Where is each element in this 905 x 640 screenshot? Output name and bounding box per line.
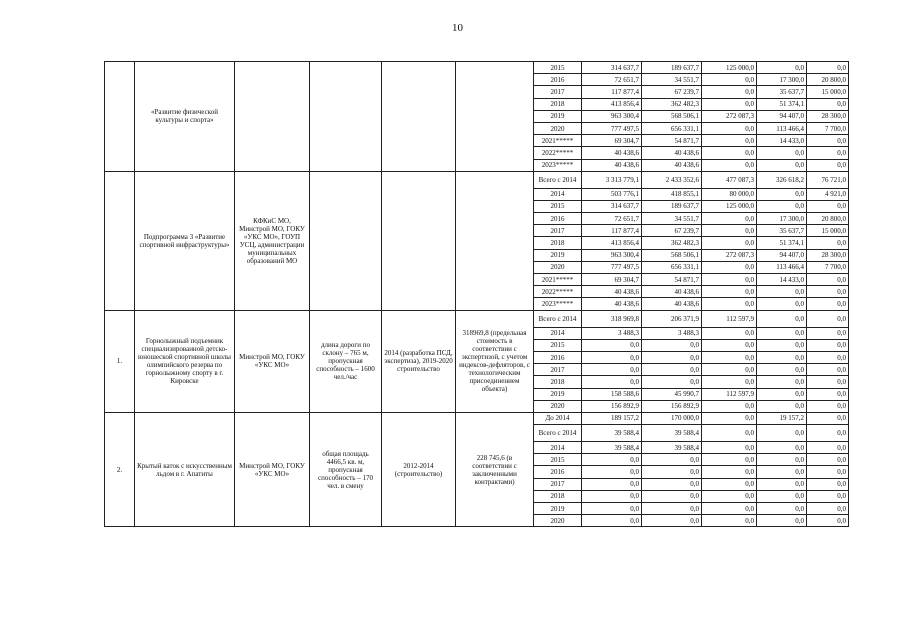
source-3-cell: 0,0 xyxy=(757,400,807,412)
table-row xyxy=(105,310,849,327)
year-cell: 2019 xyxy=(534,503,582,515)
total-cell: 3 488,3 xyxy=(582,327,642,339)
source-1-cell: 39 588,4 xyxy=(642,442,702,454)
total-cell: 40 438,6 xyxy=(582,147,642,159)
year-cell: 2014 xyxy=(534,327,582,339)
year-cell: 2022***** xyxy=(534,147,582,159)
source-3-cell: 19 157,2 xyxy=(757,412,807,424)
source-1-cell: 0,0 xyxy=(642,351,702,363)
source-3-cell: 35 637,7 xyxy=(757,86,807,98)
total-cell: 158 588,6 xyxy=(582,388,642,400)
source-3-cell: 51 374,1 xyxy=(757,237,807,249)
source-1-cell: 0,0 xyxy=(642,364,702,376)
total-cell: 0,0 xyxy=(582,351,642,363)
total-cell: 0,0 xyxy=(582,466,642,478)
source-4-cell: 7 700,0 xyxy=(807,122,849,134)
source-4-cell: 0,0 xyxy=(807,454,849,466)
source-3-cell: 14 433,0 xyxy=(757,274,807,286)
year-cell: 2016 xyxy=(534,74,582,86)
total-cell: 69 304,7 xyxy=(582,274,642,286)
total-cell: 40 438,6 xyxy=(582,298,642,310)
source-2-cell: 0,0 xyxy=(702,237,757,249)
source-2-cell: 0,0 xyxy=(702,147,757,159)
source-2-cell: 0,0 xyxy=(702,376,757,388)
year-cell: 2014 xyxy=(534,188,582,200)
source-1-cell: 45 990,7 xyxy=(642,388,702,400)
source-2-cell: 0,0 xyxy=(702,274,757,286)
source-3-cell: 0,0 xyxy=(757,298,807,310)
source-2-cell: 0,0 xyxy=(702,86,757,98)
source-4-cell: 0,0 xyxy=(807,503,849,515)
total-cell: 0,0 xyxy=(582,454,642,466)
year-cell: 2015 xyxy=(534,454,582,466)
implementation-period: 2014 (разработка ПСД, экспертиза), 2019-2020 строительство xyxy=(382,310,456,412)
source-3-cell: 0,0 xyxy=(757,376,807,388)
year-cell: 2019 xyxy=(534,388,582,400)
source-4-cell: 4 921,0 xyxy=(807,188,849,200)
source-4-cell: 0,0 xyxy=(807,351,849,363)
source-3-cell: 0,0 xyxy=(757,310,807,327)
source-4-cell: 76 721,0 xyxy=(807,171,849,188)
capacity-parameters: общая площадь 4466,5 кв. м, пропускная способность – 170 чел. в смену xyxy=(310,412,382,527)
year-cell: 2015 xyxy=(534,62,582,74)
source-2-cell: 0,0 xyxy=(702,98,757,110)
source-1-cell: 40 438,6 xyxy=(642,147,702,159)
year-cell: 2014 xyxy=(534,442,582,454)
total-cell: 963 300,4 xyxy=(582,110,642,122)
source-2-cell: 0,0 xyxy=(702,364,757,376)
item-name: Крытый каток с искусственным льдом в г. Апатиты xyxy=(135,412,235,527)
source-1-cell: 2 433 352,6 xyxy=(642,171,702,188)
source-3-cell: 0,0 xyxy=(757,364,807,376)
year-cell: 2020 xyxy=(534,122,582,134)
source-2-cell: 112 597,9 xyxy=(702,310,757,327)
source-1-cell: 568 506,1 xyxy=(642,249,702,261)
source-1-cell: 34 551,7 xyxy=(642,213,702,225)
table-row xyxy=(105,171,849,188)
page-number: 10 xyxy=(452,22,463,34)
total-cell: 777 497,5 xyxy=(582,261,642,273)
source-3-cell: 0,0 xyxy=(757,62,807,74)
total-cell: 189 157,2 xyxy=(582,412,642,424)
source-4-cell: 0,0 xyxy=(807,490,849,502)
source-4-cell: 0,0 xyxy=(807,376,849,388)
source-1-cell: 418 855,1 xyxy=(642,188,702,200)
source-1-cell: 0,0 xyxy=(642,490,702,502)
total-cell: 413 856,4 xyxy=(582,237,642,249)
year-cell: 2016 xyxy=(534,351,582,363)
source-3-cell: 17 300,0 xyxy=(757,213,807,225)
source-1-cell: 0,0 xyxy=(642,503,702,515)
total-cell: 69 304,7 xyxy=(582,135,642,147)
year-cell: 2018 xyxy=(534,376,582,388)
year-cell: Всего с 2014 xyxy=(534,171,582,188)
source-1-cell: 40 438,6 xyxy=(642,286,702,298)
total-cell: 40 438,6 xyxy=(582,159,642,171)
source-4-cell: 28 300,0 xyxy=(807,110,849,122)
item-name: «Развитие физической культуры и спорта» xyxy=(135,62,235,172)
source-4-cell: 15 000,0 xyxy=(807,225,849,237)
total-cell: 314 637,7 xyxy=(582,200,642,212)
year-cell: 2017 xyxy=(534,225,582,237)
total-cell: 0,0 xyxy=(582,364,642,376)
source-1-cell: 189 637,7 xyxy=(642,200,702,212)
source-2-cell: 272 087,3 xyxy=(702,110,757,122)
year-cell: 2018 xyxy=(534,98,582,110)
source-2-cell: 0,0 xyxy=(702,213,757,225)
source-3-cell: 0,0 xyxy=(757,454,807,466)
source-4-cell: 0,0 xyxy=(807,442,849,454)
source-4-cell: 0,0 xyxy=(807,159,849,171)
total-cell: 39 588,4 xyxy=(582,442,642,454)
year-cell: 2021***** xyxy=(534,274,582,286)
source-2-cell: 0,0 xyxy=(702,478,757,490)
responsible-party: Минстрой МО, ГОКУ «УКС МО» xyxy=(235,412,310,527)
source-2-cell: 0,0 xyxy=(702,454,757,466)
source-4-cell: 0,0 xyxy=(807,515,849,527)
year-cell: 2019 xyxy=(534,110,582,122)
year-cell: 2018 xyxy=(534,490,582,502)
source-4-cell: 0,0 xyxy=(807,388,849,400)
year-cell: 2015 xyxy=(534,339,582,351)
total-cell: 156 892,9 xyxy=(582,400,642,412)
source-2-cell: 0,0 xyxy=(702,490,757,502)
total-cell: 3 313 779,1 xyxy=(582,171,642,188)
source-3-cell: 51 374,1 xyxy=(757,98,807,110)
year-cell: 2018 xyxy=(534,237,582,249)
source-3-cell: 0,0 xyxy=(757,327,807,339)
year-cell: 2020 xyxy=(534,261,582,273)
item-number xyxy=(105,171,135,310)
year-cell: 2017 xyxy=(534,478,582,490)
source-1-cell: 0,0 xyxy=(642,376,702,388)
total-cell: 963 300,4 xyxy=(582,249,642,261)
source-3-cell: 0,0 xyxy=(757,388,807,400)
source-1-cell: 362 482,3 xyxy=(642,98,702,110)
total-cell: 0,0 xyxy=(582,376,642,388)
year-cell: 2022***** xyxy=(534,286,582,298)
source-1-cell: 40 438,6 xyxy=(642,159,702,171)
year-cell: 2020 xyxy=(534,515,582,527)
source-3-cell: 0,0 xyxy=(757,147,807,159)
year-cell: 2020 xyxy=(534,400,582,412)
source-3-cell: 0,0 xyxy=(757,425,807,442)
source-1-cell: 3 488,3 xyxy=(642,327,702,339)
total-cell: 318 969,8 xyxy=(582,310,642,327)
source-2-cell: 0,0 xyxy=(702,412,757,424)
budget-table xyxy=(104,61,849,527)
source-4-cell: 0,0 xyxy=(807,310,849,327)
source-2-cell: 0,0 xyxy=(702,74,757,86)
source-4-cell: 0,0 xyxy=(807,274,849,286)
source-1-cell: 206 371,9 xyxy=(642,310,702,327)
capacity-parameters xyxy=(310,62,382,172)
source-2-cell: 0,0 xyxy=(702,261,757,273)
source-2-cell: 0,0 xyxy=(702,466,757,478)
source-2-cell: 125 000,0 xyxy=(702,62,757,74)
source-2-cell: 0,0 xyxy=(702,515,757,527)
table-row xyxy=(105,62,849,74)
source-3-cell: 0,0 xyxy=(757,466,807,478)
total-cell: 117 877,4 xyxy=(582,225,642,237)
year-cell: 2016 xyxy=(534,213,582,225)
total-cell: 0,0 xyxy=(582,515,642,527)
implementation-period xyxy=(382,171,456,310)
total-cell: 39 588,4 xyxy=(582,425,642,442)
source-3-cell: 326 618,2 xyxy=(757,171,807,188)
source-4-cell: 0,0 xyxy=(807,466,849,478)
estimated-cost: 318969,8 (предельная стоимость в соответствии с экспертизой, с учетом индексов-дефляторов, с технологическим присоединением объекта) xyxy=(456,310,534,412)
item-name: Подпрограмма 3 «Развитие спортивной инфраструктуры» xyxy=(135,171,235,310)
year-cell: Всего с 2014 xyxy=(534,425,582,442)
source-1-cell: 170 000,0 xyxy=(642,412,702,424)
source-3-cell: 17 300,0 xyxy=(757,74,807,86)
source-1-cell: 189 637,7 xyxy=(642,62,702,74)
source-2-cell: 125 000,0 xyxy=(702,200,757,212)
source-1-cell: 67 239,7 xyxy=(642,225,702,237)
source-1-cell: 0,0 xyxy=(642,466,702,478)
source-2-cell: 0,0 xyxy=(702,442,757,454)
source-1-cell: 656 331,1 xyxy=(642,261,702,273)
source-4-cell: 20 800,0 xyxy=(807,213,849,225)
source-1-cell: 39 588,4 xyxy=(642,425,702,442)
source-1-cell: 40 438,6 xyxy=(642,298,702,310)
source-3-cell: 0,0 xyxy=(757,286,807,298)
source-3-cell: 0,0 xyxy=(757,442,807,454)
source-4-cell: 0,0 xyxy=(807,62,849,74)
responsible-party: КФКиС МО, Минстрой МО, ГОКУ «УКС МО», ГОУП УСЦ, администрации муниципальных образований МО xyxy=(235,171,310,310)
source-2-cell: 0,0 xyxy=(702,286,757,298)
source-4-cell: 0,0 xyxy=(807,327,849,339)
source-4-cell: 0,0 xyxy=(807,98,849,110)
source-2-cell: 0,0 xyxy=(702,339,757,351)
source-1-cell: 0,0 xyxy=(642,454,702,466)
year-cell: 2023***** xyxy=(534,159,582,171)
source-4-cell: 0,0 xyxy=(807,339,849,351)
item-name: Горнолыжный подъемник специализированной детско-юношеской спортивной школы олимпийского резерва по горнолыжному спорту в г. Кировске xyxy=(135,310,235,412)
source-4-cell: 0,0 xyxy=(807,147,849,159)
source-2-cell: 0,0 xyxy=(702,327,757,339)
source-4-cell: 20 800,0 xyxy=(807,74,849,86)
source-2-cell: 477 087,3 xyxy=(702,171,757,188)
source-1-cell: 54 871,7 xyxy=(642,274,702,286)
source-3-cell: 113 466,4 xyxy=(757,261,807,273)
source-2-cell: 0,0 xyxy=(702,425,757,442)
source-4-cell: 0,0 xyxy=(807,298,849,310)
source-4-cell: 0,0 xyxy=(807,286,849,298)
source-4-cell: 0,0 xyxy=(807,400,849,412)
total-cell: 314 637,7 xyxy=(582,62,642,74)
source-1-cell: 568 506,1 xyxy=(642,110,702,122)
implementation-period: 2012-2014 (строительство) xyxy=(382,412,456,527)
source-4-cell: 0,0 xyxy=(807,478,849,490)
source-3-cell: 94 407,0 xyxy=(757,110,807,122)
year-cell: 2017 xyxy=(534,364,582,376)
source-2-cell: 0,0 xyxy=(702,400,757,412)
table-row xyxy=(105,412,849,424)
source-3-cell: 0,0 xyxy=(757,159,807,171)
source-3-cell: 35 637,7 xyxy=(757,225,807,237)
year-cell: 2017 xyxy=(534,86,582,98)
source-1-cell: 54 871,7 xyxy=(642,135,702,147)
source-2-cell: 0,0 xyxy=(702,122,757,134)
source-2-cell: 112 597,9 xyxy=(702,388,757,400)
implementation-period xyxy=(382,62,456,172)
total-cell: 0,0 xyxy=(582,478,642,490)
source-3-cell: 0,0 xyxy=(757,503,807,515)
source-3-cell: 0,0 xyxy=(757,490,807,502)
year-cell: 2015 xyxy=(534,200,582,212)
source-1-cell: 0,0 xyxy=(642,339,702,351)
source-1-cell: 67 239,7 xyxy=(642,86,702,98)
source-2-cell: 0,0 xyxy=(702,298,757,310)
source-4-cell: 7 700,0 xyxy=(807,261,849,273)
total-cell: 503 776,1 xyxy=(582,188,642,200)
source-4-cell: 28 300,0 xyxy=(807,249,849,261)
total-cell: 0,0 xyxy=(582,503,642,515)
total-cell: 72 651,7 xyxy=(582,213,642,225)
total-cell: 777 497,5 xyxy=(582,122,642,134)
source-3-cell: 0,0 xyxy=(757,515,807,527)
total-cell: 40 438,6 xyxy=(582,286,642,298)
responsible-party xyxy=(235,62,310,172)
source-4-cell: 0,0 xyxy=(807,200,849,212)
item-number: 1. xyxy=(105,310,135,412)
estimated-cost xyxy=(456,171,534,310)
estimated-cost: 228 745,6 (в соответствии с заключенными контрактами) xyxy=(456,412,534,527)
source-4-cell: 0,0 xyxy=(807,237,849,249)
source-1-cell: 156 892,9 xyxy=(642,400,702,412)
source-3-cell: 0,0 xyxy=(757,478,807,490)
source-2-cell: 272 087,3 xyxy=(702,249,757,261)
responsible-party: Минстрой МО, ГОКУ «УКС МО» xyxy=(235,310,310,412)
source-2-cell: 0,0 xyxy=(702,503,757,515)
source-3-cell: 14 433,0 xyxy=(757,135,807,147)
source-4-cell: 0,0 xyxy=(807,364,849,376)
source-3-cell: 0,0 xyxy=(757,200,807,212)
capacity-parameters xyxy=(310,171,382,310)
source-2-cell: 0,0 xyxy=(702,225,757,237)
source-3-cell: 113 466,4 xyxy=(757,122,807,134)
year-cell: 2023***** xyxy=(534,298,582,310)
source-4-cell: 15 000,0 xyxy=(807,86,849,98)
source-2-cell: 0,0 xyxy=(702,159,757,171)
source-1-cell: 656 331,1 xyxy=(642,122,702,134)
total-cell: 117 877,4 xyxy=(582,86,642,98)
source-3-cell: 0,0 xyxy=(757,339,807,351)
year-cell: До 2014 xyxy=(534,412,582,424)
source-3-cell: 0,0 xyxy=(757,351,807,363)
source-4-cell: 0,0 xyxy=(807,135,849,147)
year-cell: 2021***** xyxy=(534,135,582,147)
total-cell: 72 651,7 xyxy=(582,74,642,86)
source-2-cell: 80 000,0 xyxy=(702,188,757,200)
item-number: 2. xyxy=(105,412,135,527)
source-3-cell: 0,0 xyxy=(757,188,807,200)
source-3-cell: 94 407,0 xyxy=(757,249,807,261)
total-cell: 0,0 xyxy=(582,490,642,502)
source-4-cell: 0,0 xyxy=(807,412,849,424)
estimated-cost xyxy=(456,62,534,172)
total-cell: 0,0 xyxy=(582,339,642,351)
source-1-cell: 0,0 xyxy=(642,515,702,527)
total-cell: 413 856,4 xyxy=(582,98,642,110)
year-cell: 2019 xyxy=(534,249,582,261)
year-cell: Всего с 2014 xyxy=(534,310,582,327)
source-1-cell: 0,0 xyxy=(642,478,702,490)
year-cell: 2016 xyxy=(534,466,582,478)
capacity-parameters: длина дороги по склону – 765 м, пропускная способность – 1600 чел./час xyxy=(310,310,382,412)
source-2-cell: 0,0 xyxy=(702,135,757,147)
source-4-cell: 0,0 xyxy=(807,425,849,442)
source-2-cell: 0,0 xyxy=(702,351,757,363)
source-1-cell: 34 551,7 xyxy=(642,74,702,86)
source-1-cell: 362 482,3 xyxy=(642,237,702,249)
item-number xyxy=(105,62,135,172)
